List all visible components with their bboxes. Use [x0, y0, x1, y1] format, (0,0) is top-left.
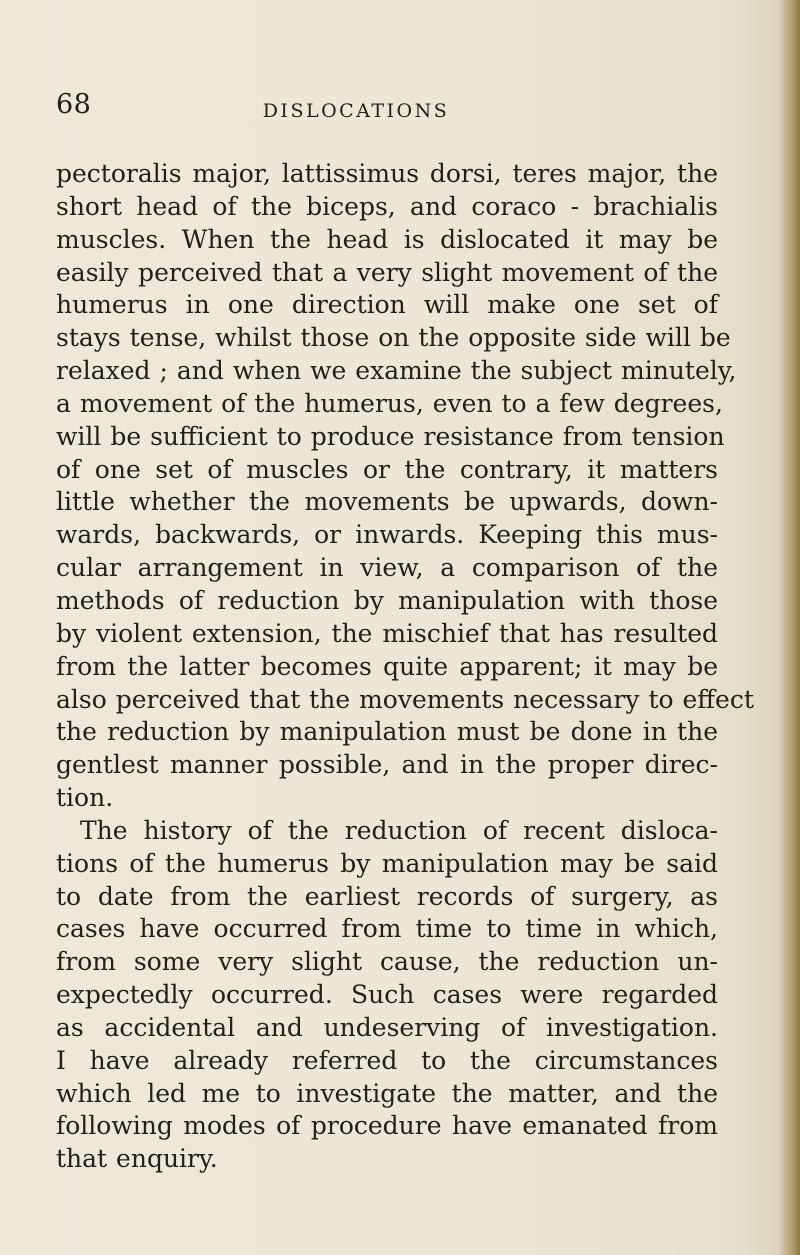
text-line: of one set of muscles or the contrary, it matters	[56, 454, 718, 484]
text-line: also perceived that the movements necessary to effect	[56, 684, 754, 714]
text-line: from the latter becomes quite apparent; it may be	[56, 651, 718, 681]
text-line: cases have occurred from time to time in which,	[56, 914, 718, 944]
text-line: wards, backwards, or inwards. Keeping this mus-	[56, 520, 718, 550]
text-line: The history of the reduction of recent disloca-	[80, 815, 718, 845]
body-text	[56, 158, 754, 1176]
text-line: stays tense, whilst those on the opposite side will be	[56, 323, 731, 353]
text-line: expectedly occurred. Such cases were regarded	[56, 980, 718, 1010]
text-line: short head of the biceps, and coraco - brachialis	[56, 191, 718, 221]
text-line: that enquiry.	[56, 1144, 218, 1174]
text-line: easily perceived that a very slight movement of the	[56, 257, 718, 287]
text-line: humerus in one direction will make one set of	[56, 290, 718, 320]
running-title: DISLOCATIONS	[262, 100, 450, 122]
text-line: tions of the humerus by manipulation may be said	[56, 848, 718, 878]
text-line: will be sufficient to produce resistance from tension	[56, 421, 725, 451]
text-line: cular arrangement in view, a comparison of the	[56, 553, 718, 583]
text-line: relaxed ; and when we examine the subject minutely,	[56, 356, 737, 386]
text-line: little whether the movements be upwards, down-	[56, 487, 718, 517]
paragraph-1	[56, 158, 754, 815]
page-header	[56, 90, 716, 130]
text-line: muscles. When the head is dislocated it may be	[56, 224, 718, 254]
text-line: I have already referred to the circumstances	[56, 1045, 718, 1075]
text-line: by violent extension, the mischief that has resulted	[56, 618, 718, 648]
paragraph-2	[56, 815, 718, 1176]
text-line: from some very slight cause, the reduction un-	[56, 947, 718, 977]
text-line: which led me to investigate the matter, and the	[56, 1078, 718, 1108]
text-line: pectoralis major, lattissimus dorsi, teres major, the	[56, 159, 718, 188]
text-line: methods of reduction by manipulation with those	[56, 585, 718, 615]
text-line: gentlest manner possible, and in the proper direc-	[56, 750, 718, 780]
text-line: tion.	[56, 783, 114, 813]
text-line: the reduction by manipulation must be done in the	[56, 717, 718, 747]
page-edge-shadow	[784, 0, 800, 1255]
text-line: as accidental and undeserving of investigation.	[56, 1012, 718, 1042]
page-number: 68	[56, 89, 92, 120]
text-line: to date from the earliest records of surgery, as	[56, 881, 718, 911]
text-line: a movement of the humerus, even to a few degrees,	[56, 388, 723, 418]
text-line: following modes of procedure have emanated from	[56, 1111, 718, 1141]
